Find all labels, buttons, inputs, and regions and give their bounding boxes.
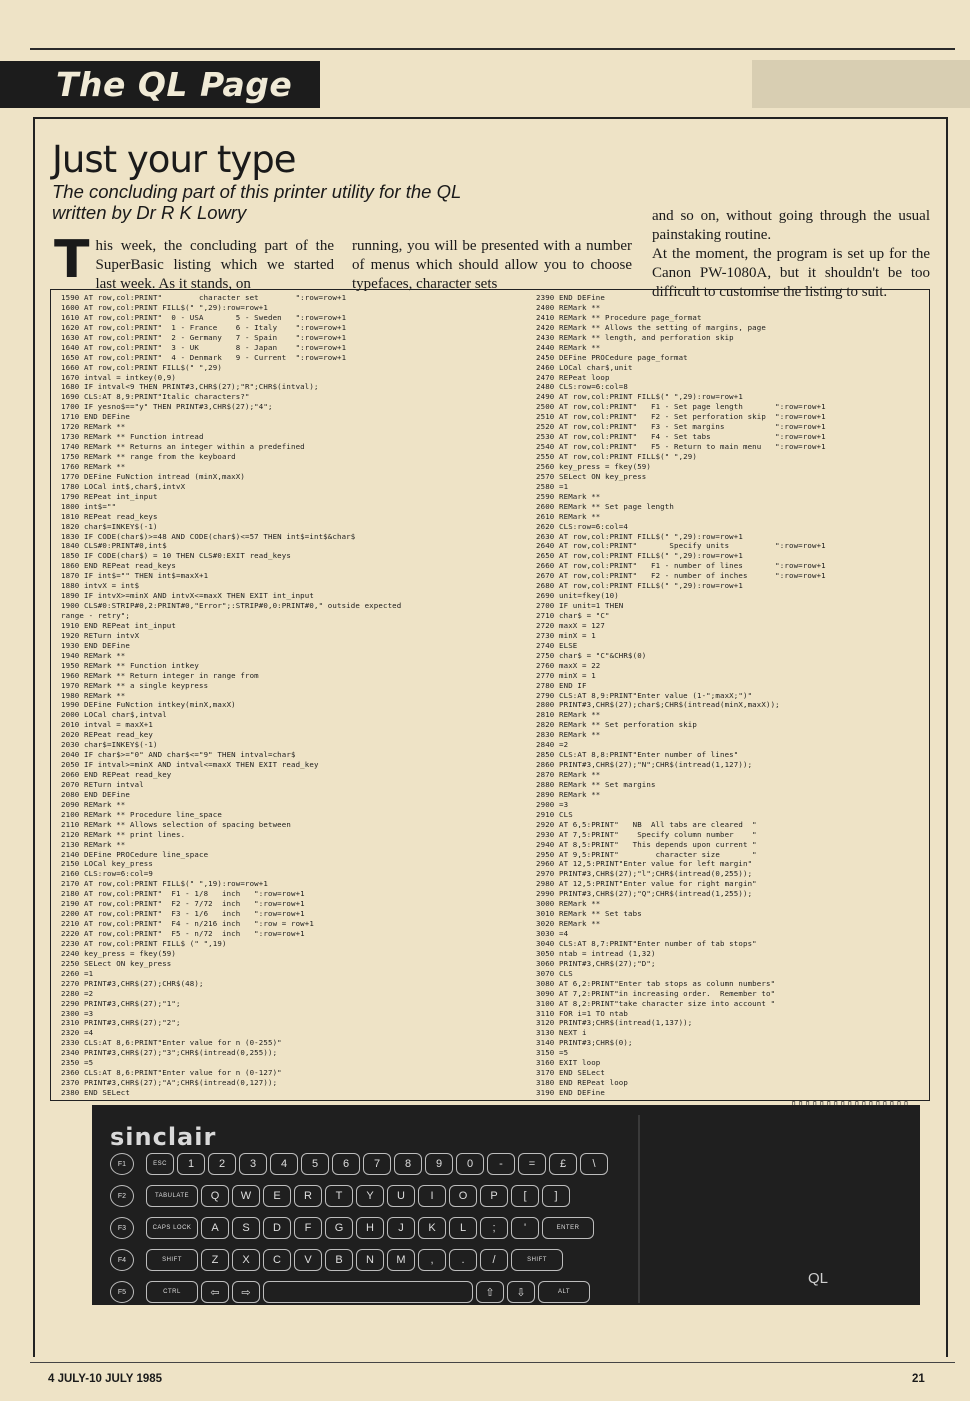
code-line: 2270 PRINT#3,CHR$(27);CHR$(48); (61, 978, 204, 988)
keyboard-key: 8 (394, 1153, 422, 1175)
footer-rule (30, 1362, 955, 1363)
code-line: 2920 AT 6,5:PRINT" NB All tabs are cleared " (536, 819, 757, 829)
code-line: 2790 CLS:AT 8,9:PRINT"Enter value (1-";maxX;")" (536, 690, 753, 700)
code-line: 2210 AT row,col:PRINT" F4 - n/216 inch ":row = row+1 (61, 919, 314, 929)
code-line: 2410 REMark ** Procedure page_format (536, 312, 702, 322)
keyboard-key: [ (511, 1185, 539, 1207)
code-line: 3160 EXIT loop (536, 1058, 601, 1068)
code-line: 1860 END REPeat read_keys (61, 561, 176, 571)
code-line: 2110 REMark ** Allows selection of spacing between (61, 819, 291, 829)
keyboard-key: W (232, 1185, 260, 1207)
code-line: 1990 DEFine FuNction intkey(minX,maxX) (61, 700, 236, 710)
code-line: 2090 REMark ** (61, 799, 126, 809)
code-line: 2290 PRINT#3,CHR$(27);"1"; (61, 998, 181, 1008)
keyboard-key: ESC (146, 1153, 174, 1175)
keyboard-key: T (325, 1185, 353, 1207)
code-line: 2020 REPeat read_key (61, 730, 153, 740)
keyboard-key: ⇦ (201, 1281, 229, 1303)
code-line: 2730 minX = 1 (536, 630, 596, 640)
code-line: 1660 AT row,col:PRINT FILL$(" ",29) (61, 362, 222, 372)
keyboard-key: K (418, 1217, 446, 1239)
code-line: 3000 REMark ** (536, 899, 601, 909)
code-line: 2890 REMark ** (536, 789, 601, 799)
code-line: 2140 DEFine PROCedure line_space (61, 849, 209, 859)
sinclair-logo: sinclair (110, 1123, 217, 1151)
code-line: 2000 LOCal char$,intval (61, 710, 167, 720)
keyboard-key (263, 1281, 473, 1303)
code-line: 2970 PRINT#3,CHR$(27);"l";CHR$(intread(0,255)); (536, 869, 753, 879)
code-line: 2930 AT 7,5:PRINT" Specify column number " (536, 829, 757, 839)
code-line: 3090 AT 7,2:PRINT"in increasing order. Remember to" (536, 988, 776, 998)
code-line: 2420 REMark ** Allows the setting of margins, page (536, 322, 766, 332)
code-line: 2200 AT row,col:PRINT" F3 - 1/6 inch ":row=row+1 (61, 909, 305, 919)
code-line: 1720 REMark ** (61, 422, 126, 432)
code-line: 2330 CLS:AT 8,6:PRINT"Enter value for n (0-255)" (61, 1038, 282, 1048)
code-line: 2350 =5 (61, 1058, 94, 1068)
keyboard-key: O (449, 1185, 477, 1207)
code-line: 3060 PRINT#3,CHR$(27);"D"; (536, 958, 656, 968)
ql-model-label: QL (807, 1270, 828, 1287)
intro-column-2-text: running, you will be presented with a number of menus which should allow you to choose typefaces, character sets (352, 238, 632, 292)
code-line: 1850 IF CODE(char$) = 10 THEN CLS#0:EXIT read_keys (61, 551, 291, 561)
code-line: 2590 REMark ** (536, 491, 601, 501)
function-key: F3 (110, 1217, 134, 1239)
keyboard-key: N (356, 1249, 384, 1271)
function-key: F2 (110, 1185, 134, 1207)
code-line: 2850 CLS:AT 8,8:PRINT"Enter number of lines" (536, 750, 739, 760)
keyboard-key: L (449, 1217, 477, 1239)
keyboard-key: ' (511, 1217, 539, 1239)
keyboard-key: ALT (538, 1281, 590, 1303)
keyboard-key: 0 (456, 1153, 484, 1175)
keyboard-key: 4 (270, 1153, 298, 1175)
article-subhead: The concluding part of this printer utility for the QL written by Dr R K Lowry (52, 181, 461, 223)
code-line: 1650 AT row,col:PRINT" 4 - Denmark 9 - Current ":row=row+1 (61, 352, 347, 362)
code-line: 2250 SELect ON key_press (61, 958, 172, 968)
code-line: 1690 CLS:AT 8,9:PRINT"Italic characters?" (61, 392, 250, 402)
code-line: 2540 AT row,col:PRINT" F5 - Return to main menu ":row=row+1 (536, 442, 826, 452)
code-line: range - retry"; (61, 611, 130, 620)
key-row (110, 1249, 563, 1271)
code-line: 2470 REPeat loop (536, 372, 610, 382)
keyboard-key: Q (201, 1185, 229, 1207)
issue-date: 4 JULY-10 JULY 1985 (48, 1373, 163, 1385)
code-line: 2340 PRINT#3,CHR$(27);"3";CHR$(intread(0,255)); (61, 1048, 278, 1058)
code-line: 1670 intval = intkey(0,9) (61, 372, 176, 382)
key-row (110, 1185, 570, 1207)
code-line: 1970 REMark ** a single keypress (61, 680, 209, 690)
code-line: 2840 =2 (536, 740, 569, 750)
masthead-title: The QL Page (56, 65, 293, 104)
function-key: F5 (110, 1281, 134, 1303)
code-line: 1940 REMark ** (61, 650, 126, 660)
code-line: 2880 REMark ** Set margins (536, 779, 656, 789)
keyboard-key: ; (480, 1217, 508, 1239)
keyboard-key: S (232, 1217, 260, 1239)
code-line: 2430 REMark ** length, and perforation skip (536, 332, 734, 342)
code-line: 2440 REMark ** (536, 342, 601, 352)
code-line: 2660 AT row,col:PRINT" F1 - number of lines ":row=row+1 (536, 561, 826, 571)
keyboard-key: 9 (425, 1153, 453, 1175)
code-line: 2710 char$ = "C" (536, 611, 610, 620)
keyboard-key: B (325, 1249, 353, 1271)
code-line: 3130 NEXT i (536, 1028, 587, 1038)
code-line: 2750 char$ = "C"&CHR$(0) (536, 650, 647, 660)
keyboard-key: £ (549, 1153, 577, 1175)
code-line: 1890 IF intvX>=minX AND intvX<=maxX THEN EXIT int_input (61, 591, 314, 601)
code-line: 1590 AT row,col:PRINT" character set ":row=row+1 (61, 293, 347, 302)
code-line: 2560 key_press = fkey(59) (536, 461, 651, 471)
listing-column-left (61, 293, 401, 1098)
code-line: 2120 REMark ** print lines. (61, 829, 186, 839)
intro-column-1-text: his week, the concluding part of the SuperBasic listing which we started last week. As it stands, on (95, 238, 334, 292)
code-line: 1870 IF int$="" THEN int$=maxX+1 (61, 571, 209, 581)
code-line: 1610 AT row,col:PRINT" 0 - USA 5 - Sweden ":row=row+1 (61, 312, 347, 322)
key-row (110, 1217, 594, 1239)
keyboard-key: CAPS LOCK (146, 1217, 198, 1239)
code-line: 2910 CLS (536, 809, 573, 819)
code-line: 2980 AT 12,5:PRINT"Enter value for right margin" (536, 879, 757, 889)
code-line: 2360 CLS:AT 8,6:PRINT"Enter value for n (0-127)" (61, 1068, 282, 1078)
code-line: 1830 IF CODE(char$)>=48 AND CODE(char$)<=57 THEN int$=int$&char$ (61, 531, 356, 541)
keyboard-key: - (487, 1153, 515, 1175)
code-line: 3150 =5 (536, 1048, 569, 1058)
masthead-banner (0, 61, 320, 108)
code-line: 1910 END REPeat int_input (61, 620, 176, 630)
code-line: 2690 unit=fkey(10) (536, 591, 619, 601)
keyboard-key: CTRL (146, 1281, 198, 1303)
code-line: 2180 AT row,col:PRINT" F1 - 1/8 inch ":row=row+1 (61, 889, 305, 899)
keyboard-key: ENTER (542, 1217, 594, 1239)
code-line: 2670 AT row,col:PRINT" F2 - number of inches ":row=row+1 (536, 571, 826, 581)
keyboard-divider (638, 1115, 640, 1303)
keyboard-key: SHIFT (146, 1249, 198, 1271)
keyboard-key: , (418, 1249, 446, 1271)
code-line: 1780 LOCal int$,char$,intvX (61, 481, 186, 491)
code-line: 2760 maxX = 22 (536, 660, 601, 670)
code-line: 3080 AT 6,2:PRINT"Enter tab stops as column numbers" (536, 978, 776, 988)
keyboard-key: ⇧ (476, 1281, 504, 1303)
ql-keyboard-illustration (92, 1099, 920, 1305)
code-line: 2860 PRINT#3,CHR$(27);"N";CHR$(intread(1,127)); (536, 760, 753, 770)
code-line: 1700 IF yesno$=="y" THEN PRINT#3,CHR$(27);"4"; (61, 402, 273, 412)
keyboard-key: ] (542, 1185, 570, 1207)
keyboard-key: M (387, 1249, 415, 1271)
code-line: 2600 REMark ** Set page length (536, 501, 674, 511)
code-line: 1600 AT row,col:PRINT FILL$(" ",29):row=row+1 (61, 302, 268, 312)
code-line: 3050 ntab = intread (1,32) (536, 948, 656, 958)
code-line: 1740 REMark ** Returns an integer within a predefined (61, 442, 305, 452)
code-line: 2630 AT row,col:PRINT FILL$(" ",29):row=row+1 (536, 531, 743, 541)
code-line: 2530 AT row,col:PRINT" F4 - Set tabs ":row=row+1 (536, 432, 826, 442)
code-line: 2260 =1 (61, 968, 94, 978)
keyboard-key: Y (356, 1185, 384, 1207)
top-rule (30, 48, 955, 50)
keyboard-key: = (518, 1153, 546, 1175)
show-through-block (752, 60, 970, 108)
code-line: 2580 =1 (536, 481, 569, 491)
keyboard-key: . (449, 1249, 477, 1271)
keyboard-key: E (263, 1185, 291, 1207)
code-line: 2370 PRINT#3,CHR$(27);"A";CHR$(intread(0,127)); (61, 1078, 278, 1088)
code-line: 1960 REMark ** Return integer in range from (61, 670, 259, 680)
code-line: 1950 REMark ** Function intkey (61, 660, 199, 670)
code-line: 2060 END REPeat read_key (61, 770, 172, 779)
code-line: 2320 =4 (61, 1028, 94, 1038)
code-line: 2620 CLS:row=6:col=4 (536, 521, 628, 531)
code-line: 1810 REPeat read_keys (61, 511, 158, 521)
keyboard-key: V (294, 1249, 322, 1271)
keyboard-key: TABULATE (146, 1185, 198, 1207)
code-line: 3140 PRINT#3;CHR$(0); (536, 1038, 633, 1048)
code-line: 3070 CLS (536, 968, 573, 978)
keyboard-key: H (356, 1217, 384, 1239)
code-line: 2990 PRINT#3,CHR$(27);"Q";CHR$(intread(1,255)); (536, 889, 753, 899)
keyboard-key: U (387, 1185, 415, 1207)
keyboard-key: C (263, 1249, 291, 1271)
code-line: 3020 REMark ** (536, 919, 601, 929)
keyboard-vents: ▯▯▯▯▯▯▯▯▯▯▯▯▯▯▯▯▯ (790, 1099, 910, 1110)
code-line: 2460 LOCal char$,unit (536, 362, 633, 372)
code-line: 1760 REMark ** (61, 461, 126, 471)
code-line: 1620 AT row,col:PRINT" 1 - France 6 - Italy ":row=row+1 (61, 322, 347, 332)
code-line: 2520 AT row,col:PRINT" F3 - Set margins ":row=row+1 (536, 422, 826, 432)
code-line: 1980 REMark ** (61, 690, 126, 700)
code-line: 2820 REMark ** Set perforation skip (536, 720, 697, 730)
keyboard-key: F (294, 1217, 322, 1239)
keyboard-key: R (294, 1185, 322, 1207)
code-line: 2450 DEFine PROCedure page_format (536, 352, 688, 362)
code-line: 2900 =3 (536, 799, 569, 809)
code-line: 2380 END SELect (61, 1088, 130, 1097)
function-key: F4 (110, 1249, 134, 1271)
intro-column-2 (352, 237, 632, 294)
code-line: 2480 CLS:row=6:col=8 (536, 382, 628, 392)
code-line: 2040 IF char$>="0" AND char$<="9" THEN intval=char$ (61, 750, 296, 760)
key-row (110, 1281, 590, 1303)
code-line: 2700 IF unit=1 THEN (536, 601, 624, 611)
code-line: 1920 RETurn intvX (61, 630, 140, 640)
code-line: 2510 AT row,col:PRINT" F2 - Set perforation skip ":row=row+1 (536, 412, 826, 422)
keyboard-key: 3 (239, 1153, 267, 1175)
code-line: 2130 REMark ** (61, 839, 126, 849)
code-line: 1930 END DEFine (61, 640, 130, 650)
keyboard-key: J (387, 1217, 415, 1239)
code-line: 2150 LOCal key_press (61, 859, 153, 869)
intro-column-1 (54, 230, 334, 294)
code-line: 1800 int$="" (61, 501, 117, 511)
code-line: 2170 AT row,col:PRINT FILL$(" ",19):row=row+1 (61, 879, 268, 889)
code-line: 2190 AT row,col:PRINT" F2 - 7/72 inch ":row=row+1 (61, 899, 305, 909)
code-line: 1640 AT row,col:PRINT" 3 - UK 8 - Japan ":row=row+1 (61, 342, 347, 352)
code-line: 1710 END DEFine (61, 412, 130, 422)
code-line: 2740 ELSE (536, 640, 578, 650)
code-line: 1840 CLS#0:PRINT#0,int$ (61, 541, 167, 551)
code-line: 2280 =2 (61, 988, 94, 998)
code-line: 2390 END DEFine (536, 293, 605, 302)
code-line: 3100 AT 8,2:PRINT"take character size into account " (536, 998, 776, 1008)
code-line: 2570 SELect ON key_press (536, 471, 647, 481)
code-line: 2950 AT 9,5:PRINT" character size " (536, 849, 757, 859)
code-line: 3170 END SELect (536, 1068, 605, 1078)
keyboard-key: X (232, 1249, 260, 1271)
keyboard-key: 2 (208, 1153, 236, 1175)
code-line: 2720 maxX = 127 (536, 620, 605, 630)
keyboard-key: D (263, 1217, 291, 1239)
code-line: 2220 AT row,col:PRINT" F5 - n/72 inch ":row=row+1 (61, 929, 305, 938)
code-line: 2870 REMark ** (536, 770, 601, 779)
code-line: 2230 AT row,col:PRINT FILL$ (" ",19) (61, 938, 227, 948)
keyboard-key: I (418, 1185, 446, 1207)
function-key: F1 (110, 1153, 134, 1175)
key-row (110, 1153, 608, 1175)
code-line: 1790 REPeat int_input (61, 491, 158, 501)
keyboard-key: 5 (301, 1153, 329, 1175)
drop-cap: T (54, 230, 90, 290)
keyboard-key: \ (580, 1153, 608, 1175)
code-line: 1730 REMark ** Function intread (61, 432, 204, 442)
code-line: 2940 AT 8,5:PRINT" This depends upon current " (536, 839, 757, 849)
keyboard-key: 1 (177, 1153, 205, 1175)
code-line: 2810 REMark ** (536, 710, 601, 720)
code-line: 1680 IF intval<9 THEN PRINT#3,CHR$(27);"R";CHR$(intval); (61, 382, 319, 392)
keyboard-key: A (201, 1217, 229, 1239)
code-line: 3190 END DEFine (536, 1088, 605, 1097)
code-line: 2300 =3 (61, 1008, 94, 1018)
code-line: 2610 REMark ** (536, 511, 601, 521)
code-line: 1820 char$=INKEY$(-1) (61, 521, 158, 531)
code-line: 2010 intval = maxX+1 (61, 720, 153, 730)
code-line: 2770 minX = 1 (536, 670, 596, 680)
keyboard-key: P (480, 1185, 508, 1207)
code-line: 2640 AT row,col:PRINT" Specify units ":row=row+1 (536, 541, 826, 551)
code-line: 2100 REMark ** Procedure line_space (61, 809, 222, 819)
code-line: 2070 RETurn intval (61, 779, 144, 789)
code-line: 2800 PRINT#3,CHR$(27);char$;CHR$(intread(minX,maxX)); (536, 700, 780, 710)
keyboard-key: Z (201, 1249, 229, 1271)
intro-column-3-text: and so on, without going through the usual painstaking routine. At the moment, the program is set up for the Canon PW-1080A, but it shouldn't be too difficult to customise the listing to suit. (652, 208, 930, 300)
code-line: 3120 PRINT#3;CHR$(intread(1,137)); (536, 1018, 693, 1028)
code-line: 2240 key_press = fkey(59) (61, 948, 176, 958)
code-line: 3030 =4 (536, 929, 569, 938)
keyboard-key: 7 (363, 1153, 391, 1175)
code-line: 2490 AT row,col:PRINT FILL$(" ",29):row=row+1 (536, 392, 743, 402)
code-line: 1630 AT row,col:PRINT" 2 - Germany 7 - Spain ":row=row+1 (61, 332, 347, 342)
keyboard-key: G (325, 1217, 353, 1239)
code-line: 3180 END REPeat loop (536, 1078, 628, 1088)
code-line: 1750 REMark ** range from the keyboard (61, 452, 236, 461)
keyboard-key: ⇨ (232, 1281, 260, 1303)
code-line: 3010 REMark ** Set tabs (536, 909, 642, 919)
code-line: 2080 END DEFine (61, 789, 130, 799)
keyboard-key: / (480, 1249, 508, 1271)
code-line: 2030 char$=INKEY$(-1) (61, 740, 158, 750)
code-line: 2680 AT row,col:PRINT FILL$(" ",29):row=row+1 (536, 581, 743, 591)
code-line: 1770 DEFine FuNction intread (minX,maxX) (61, 471, 245, 481)
code-line: 1880 intvX = int$ (61, 581, 140, 591)
program-listing (50, 289, 930, 1101)
code-line: 2160 CLS:row=6:col=9 (61, 869, 153, 879)
code-line: 2960 AT 12,5:PRINT"Enter value for left margin" (536, 859, 753, 869)
code-line: 2650 AT row,col:PRINT FILL$(" ",29):row=row+1 (536, 551, 743, 561)
keyboard-key: ⇩ (507, 1281, 535, 1303)
intro-column-3 (652, 188, 930, 302)
keyboard-key: 6 (332, 1153, 360, 1175)
code-line: 2050 IF intval>=minX AND intval<=maxX THEN EXIT read_key (61, 760, 319, 770)
code-line: 3110 FOR i=1 TO ntab (536, 1008, 628, 1018)
code-line: 1900 CLS#0:STRIP#0,2:PRINT#0,"Error";:STRIP#0,0:PRINT#0," outside expected (61, 601, 402, 611)
code-line: 2830 REMark ** (536, 730, 601, 740)
code-line: 2310 PRINT#3,CHR$(27);"2"; (61, 1018, 181, 1028)
keyboard-key: SHIFT (511, 1249, 563, 1271)
code-line: 2500 AT row,col:PRINT" F1 - Set page length ":row=row+1 (536, 402, 826, 412)
code-line: 3040 CLS:AT 8,7:PRINT"Enter number of tab stops" (536, 938, 757, 948)
listing-column-right (536, 293, 826, 1098)
code-line: 2400 REMark ** (536, 302, 601, 312)
code-line: 2550 AT row,col:PRINT FILL$(" ",29) (536, 452, 697, 461)
page-number: 21 (912, 1373, 925, 1385)
code-line: 2780 END IF (536, 680, 587, 690)
article-headline: Just your type (52, 138, 296, 181)
